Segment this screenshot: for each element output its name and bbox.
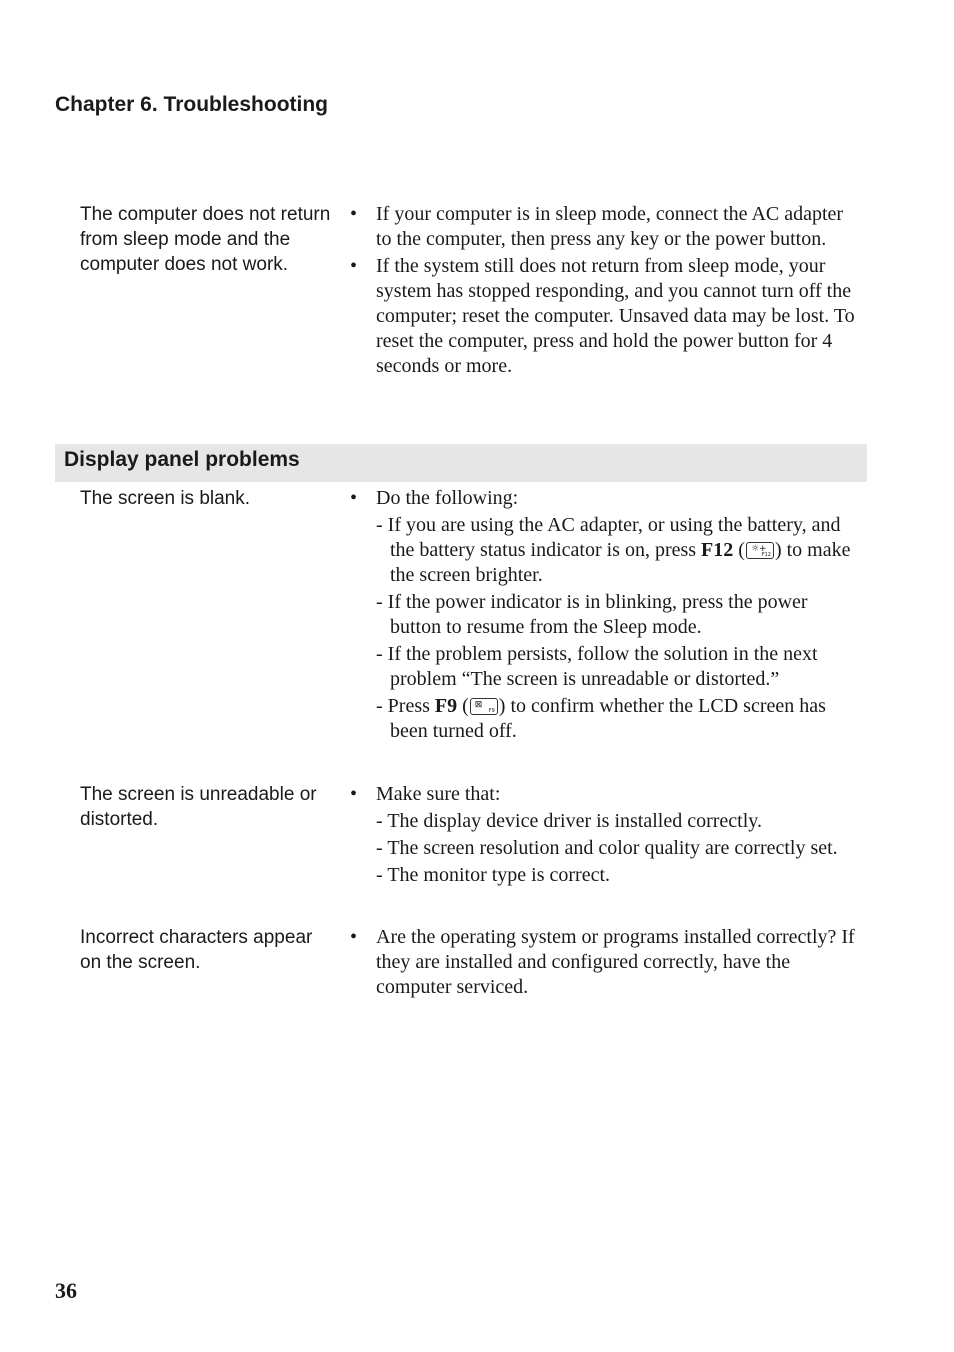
brightness-up-icon: ☼+ F12 bbox=[746, 542, 774, 559]
section-title: Display panel problems bbox=[64, 448, 300, 471]
solution-incorrect-characters bbox=[350, 925, 860, 1002]
sub-text: If the problem persists, follow the solution in the next problem “The screen is unreadable or distorted.” bbox=[387, 643, 818, 690]
solution-screen-blank bbox=[350, 486, 860, 746]
problem-screen-blank: The screen is blank. bbox=[80, 488, 251, 509]
display-off-icon: ⊠ F9 bbox=[470, 698, 498, 715]
problem-incorrect-characters: Incorrect characters appear on the screen. bbox=[80, 927, 313, 973]
sub-item: - The monitor type is correct. bbox=[376, 864, 611, 886]
list-item bbox=[350, 925, 860, 1000]
sub-text: The screen resolution and color quality are correctly set. bbox=[387, 837, 838, 859]
bullet-text: Make sure that: bbox=[376, 783, 501, 805]
chapter-heading: Chapter 6. Troubleshooting bbox=[55, 93, 329, 116]
bullet-text: If your computer is in sleep mode, connect the AC adapter to the computer, then press any key or the power button. bbox=[376, 203, 844, 250]
sub-item: - If the power indicator is in blinking, press the power button to resume from the Sleep mode. bbox=[376, 591, 808, 638]
bullet-icon: • bbox=[350, 203, 358, 225]
list-item bbox=[350, 202, 860, 252]
bullet-icon: • bbox=[350, 926, 358, 948]
sub-item: - If the problem persists, follow the solution in the next problem “The screen is unreadable or distorted.” bbox=[376, 643, 818, 690]
key-label: F9 bbox=[434, 695, 458, 717]
sub-text: If the power indicator is in blinking, press the power button to resume from the Sleep mode. bbox=[387, 591, 808, 638]
sub-text: Press bbox=[387, 695, 430, 717]
key-label: F12 bbox=[701, 539, 734, 561]
bullet-icon: • bbox=[350, 487, 358, 509]
solution-screen-unreadable bbox=[350, 782, 860, 890]
section-header bbox=[55, 444, 867, 482]
sub-item: - Press F9 ( ⊠ F9 ) to confirm whether the LCD screen has been turned off. bbox=[376, 695, 826, 742]
bullet-text: Do the following: bbox=[376, 487, 519, 509]
sub-item: - The screen resolution and color quality are correctly set. bbox=[376, 837, 838, 859]
problem-sleep-mode: The computer does not return from sleep mode and the computer does not work. bbox=[80, 204, 331, 275]
list-item bbox=[350, 486, 860, 511]
sub-text: The monitor type is correct. bbox=[387, 864, 611, 886]
sub-item: - The display device driver is installed correctly. bbox=[376, 810, 762, 832]
bullet-text: Are the operating system or programs installed correctly? If they are installed and configured correctly, have the computer serviced. bbox=[376, 926, 855, 998]
page-number: 36 bbox=[55, 1278, 77, 1303]
bullet-icon: • bbox=[350, 783, 358, 805]
bullet-icon: • bbox=[350, 255, 358, 277]
solution-sleep-mode bbox=[350, 202, 860, 381]
sub-text: to make the screen brighter. bbox=[390, 539, 851, 586]
bullet-text: If the system still does not return from sleep mode, your system has stopped responding, and you cannot turn off the computer; reset the computer. Unsaved data may be lost. To reset the computer, press and hold the power button for 4 seconds or more. bbox=[376, 255, 855, 377]
sub-text: The display device driver is installed correctly. bbox=[387, 810, 762, 832]
list-item bbox=[350, 782, 860, 807]
sub-text: to confirm whether the LCD screen has been turned off. bbox=[390, 695, 826, 742]
sub-item: - If you are using the AC adapter, or using the battery, and the battery status indicator is on, press F12 ( ☼+ F12 ) to make the screen brighter. bbox=[376, 514, 851, 586]
sub-text: If you are using the AC adapter, or using the battery, and the battery status indicator is on, press bbox=[387, 514, 841, 561]
list-item bbox=[350, 254, 860, 379]
problem-screen-unreadable: The screen is unreadable or distorted. bbox=[80, 784, 317, 830]
